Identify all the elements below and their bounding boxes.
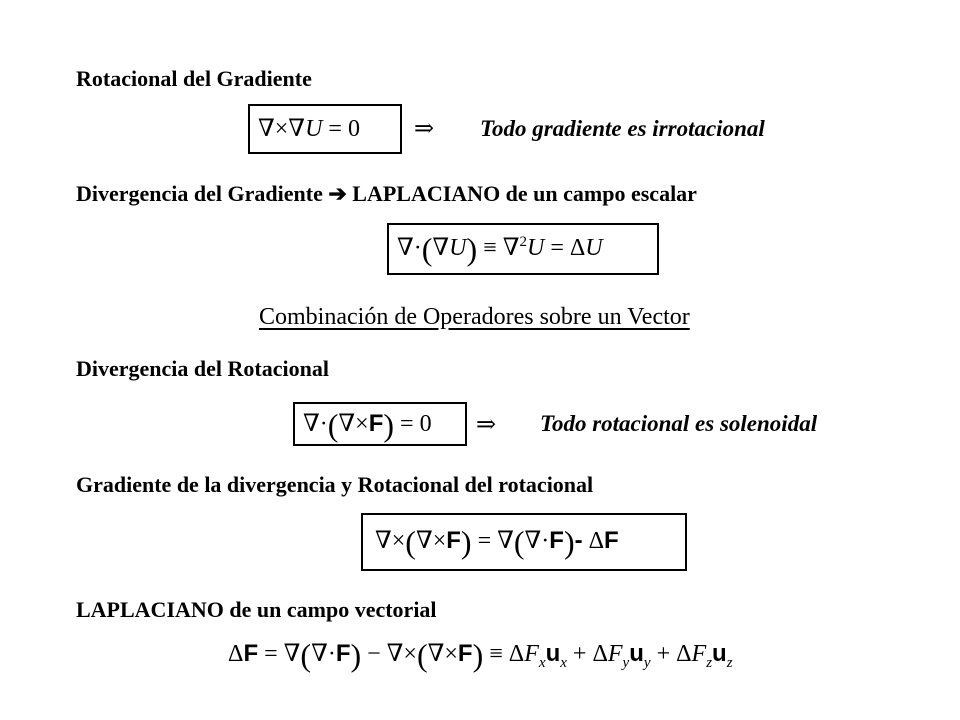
heading-divergencia-gradiente (76, 181, 697, 207)
formula-box-div-rot (293, 402, 467, 446)
heading-laplaciano-vectorial: LAPLACIANO de un campo vectorial (76, 597, 437, 622)
formula-box-div-grad (387, 223, 659, 275)
implies-icon: ⇒ (476, 412, 497, 438)
formula-box-rot-grad (248, 104, 402, 154)
note-solenoidal: Todo rotacional es solenoidal (540, 411, 818, 436)
heading-divergencia-gradiente-text: Divergencia del Gradiente (76, 181, 323, 206)
subtitle-combinacion: Combinación de Operadores sobre un Vector (259, 304, 690, 330)
formula-rot-grad: ∇×∇U = 0 (258, 116, 360, 142)
heading-rotacional-gradiente: Rotacional del Gradiente (76, 66, 312, 91)
note-irrotacional: Todo gradiente es irrotacional (480, 116, 765, 141)
heading-laplaciano-escalar: LAPLACIANO de un campo escalar (352, 181, 697, 206)
formula-grad-div: ∇×(∇×F) = ∇(∇·F)- ΔF (375, 524, 619, 560)
implies-icon: ⇒ (414, 116, 435, 142)
formula-box-grad-div (361, 513, 687, 571)
formula-div-rot: ∇·(∇×F) = 0 (303, 407, 432, 443)
formula-lap-vec: $\Delta F = \nabla(\nabla\cdot F) - \nabla\times(\nabla\times F) \equiv \Delta F_xu_x + \Delta F_yu_y + \Delta F_zu_z$ (228, 637, 733, 673)
arrow-right-icon: ➔ (328, 181, 347, 206)
heading-gradiente-divergencia: Gradiente de la divergencia y Rotacional del rotacional (76, 472, 594, 497)
formula-div-grad: ∇·(∇U) ≡ ∇$^2$U = ΔU (397, 231, 603, 267)
heading-divergencia-rotacional: Divergencia del Rotacional (76, 356, 329, 381)
